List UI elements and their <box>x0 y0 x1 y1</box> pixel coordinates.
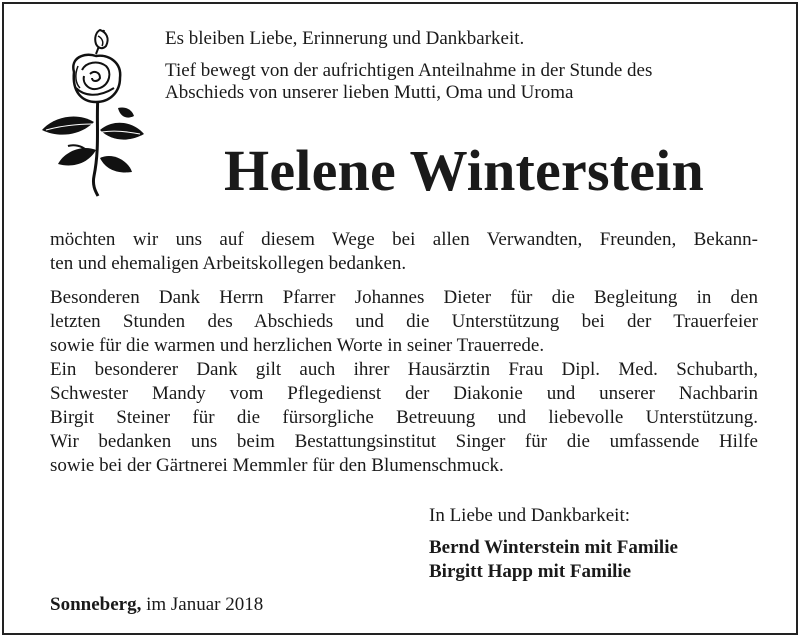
signature-family-1: Bernd Winterstein mit Familie <box>429 537 678 558</box>
body-line: ten und ehemaligen Arbeitskollegen bedanken. <box>50 253 407 274</box>
body-paragraph-1 <box>50 228 758 276</box>
place-date-text: im Januar 2018 <box>141 594 264 615</box>
signature-block <box>429 504 678 584</box>
body-line: Wir bedanken uns beim Bestattungsinstitut Singer für die umfassende Hilfe <box>50 431 758 452</box>
place-date <box>50 594 263 616</box>
body-line: Ein besonderer Dank gilt auch ihrer Hausärztin Frau Dipl. Med. Schubarth, <box>50 359 758 380</box>
body-text <box>50 228 758 478</box>
signature-family-2: Birgitt Happ mit Familie <box>429 561 632 582</box>
deceased-name: Helene Winterstein <box>224 138 704 203</box>
place-town: Sonneberg, <box>50 594 142 615</box>
body-line: Besonderen Dank Herrn Pfarrer Johannes Dieter für die Begleitung in den <box>50 287 758 308</box>
body-line: Schwester Mandy vom Pflegedienst der Diakonie und unserer Nachbarin <box>50 383 758 404</box>
obituary-card <box>2 2 798 635</box>
body-line: sowie bei der Gärtnerei Memmler für den Blumenschmuck. <box>50 455 504 476</box>
signature-greeting: In Liebe und Dankbarkeit: <box>429 505 631 526</box>
intro-line-1: Es bleiben Liebe, Erinnerung und Dankbarkeit. <box>165 28 525 49</box>
body-line: möchten wir uns auf diesem Wege bei allen Verwandten, Freunden, Bekann- <box>50 229 758 250</box>
body-line: letzten Stunden des Abschieds und die Unterstützung bei der Trauerfeier <box>50 311 758 332</box>
intro-line-2b: Abschieds von unserer lieben Mutti, Oma und Uroma <box>165 82 574 103</box>
body-paragraph-2 <box>50 286 758 478</box>
body-line: Birgit Steiner für die fürsorgliche Betreuung und liebevolle Unterstützung. <box>50 407 758 428</box>
intro-line-2a: Tief bewegt von der aufrichtigen Anteilnahme in der Stunde des <box>165 60 653 81</box>
intro-text <box>165 28 765 104</box>
body-line: sowie für die warmen und herzlichen Worte in seiner Trauerrede. <box>50 335 545 356</box>
